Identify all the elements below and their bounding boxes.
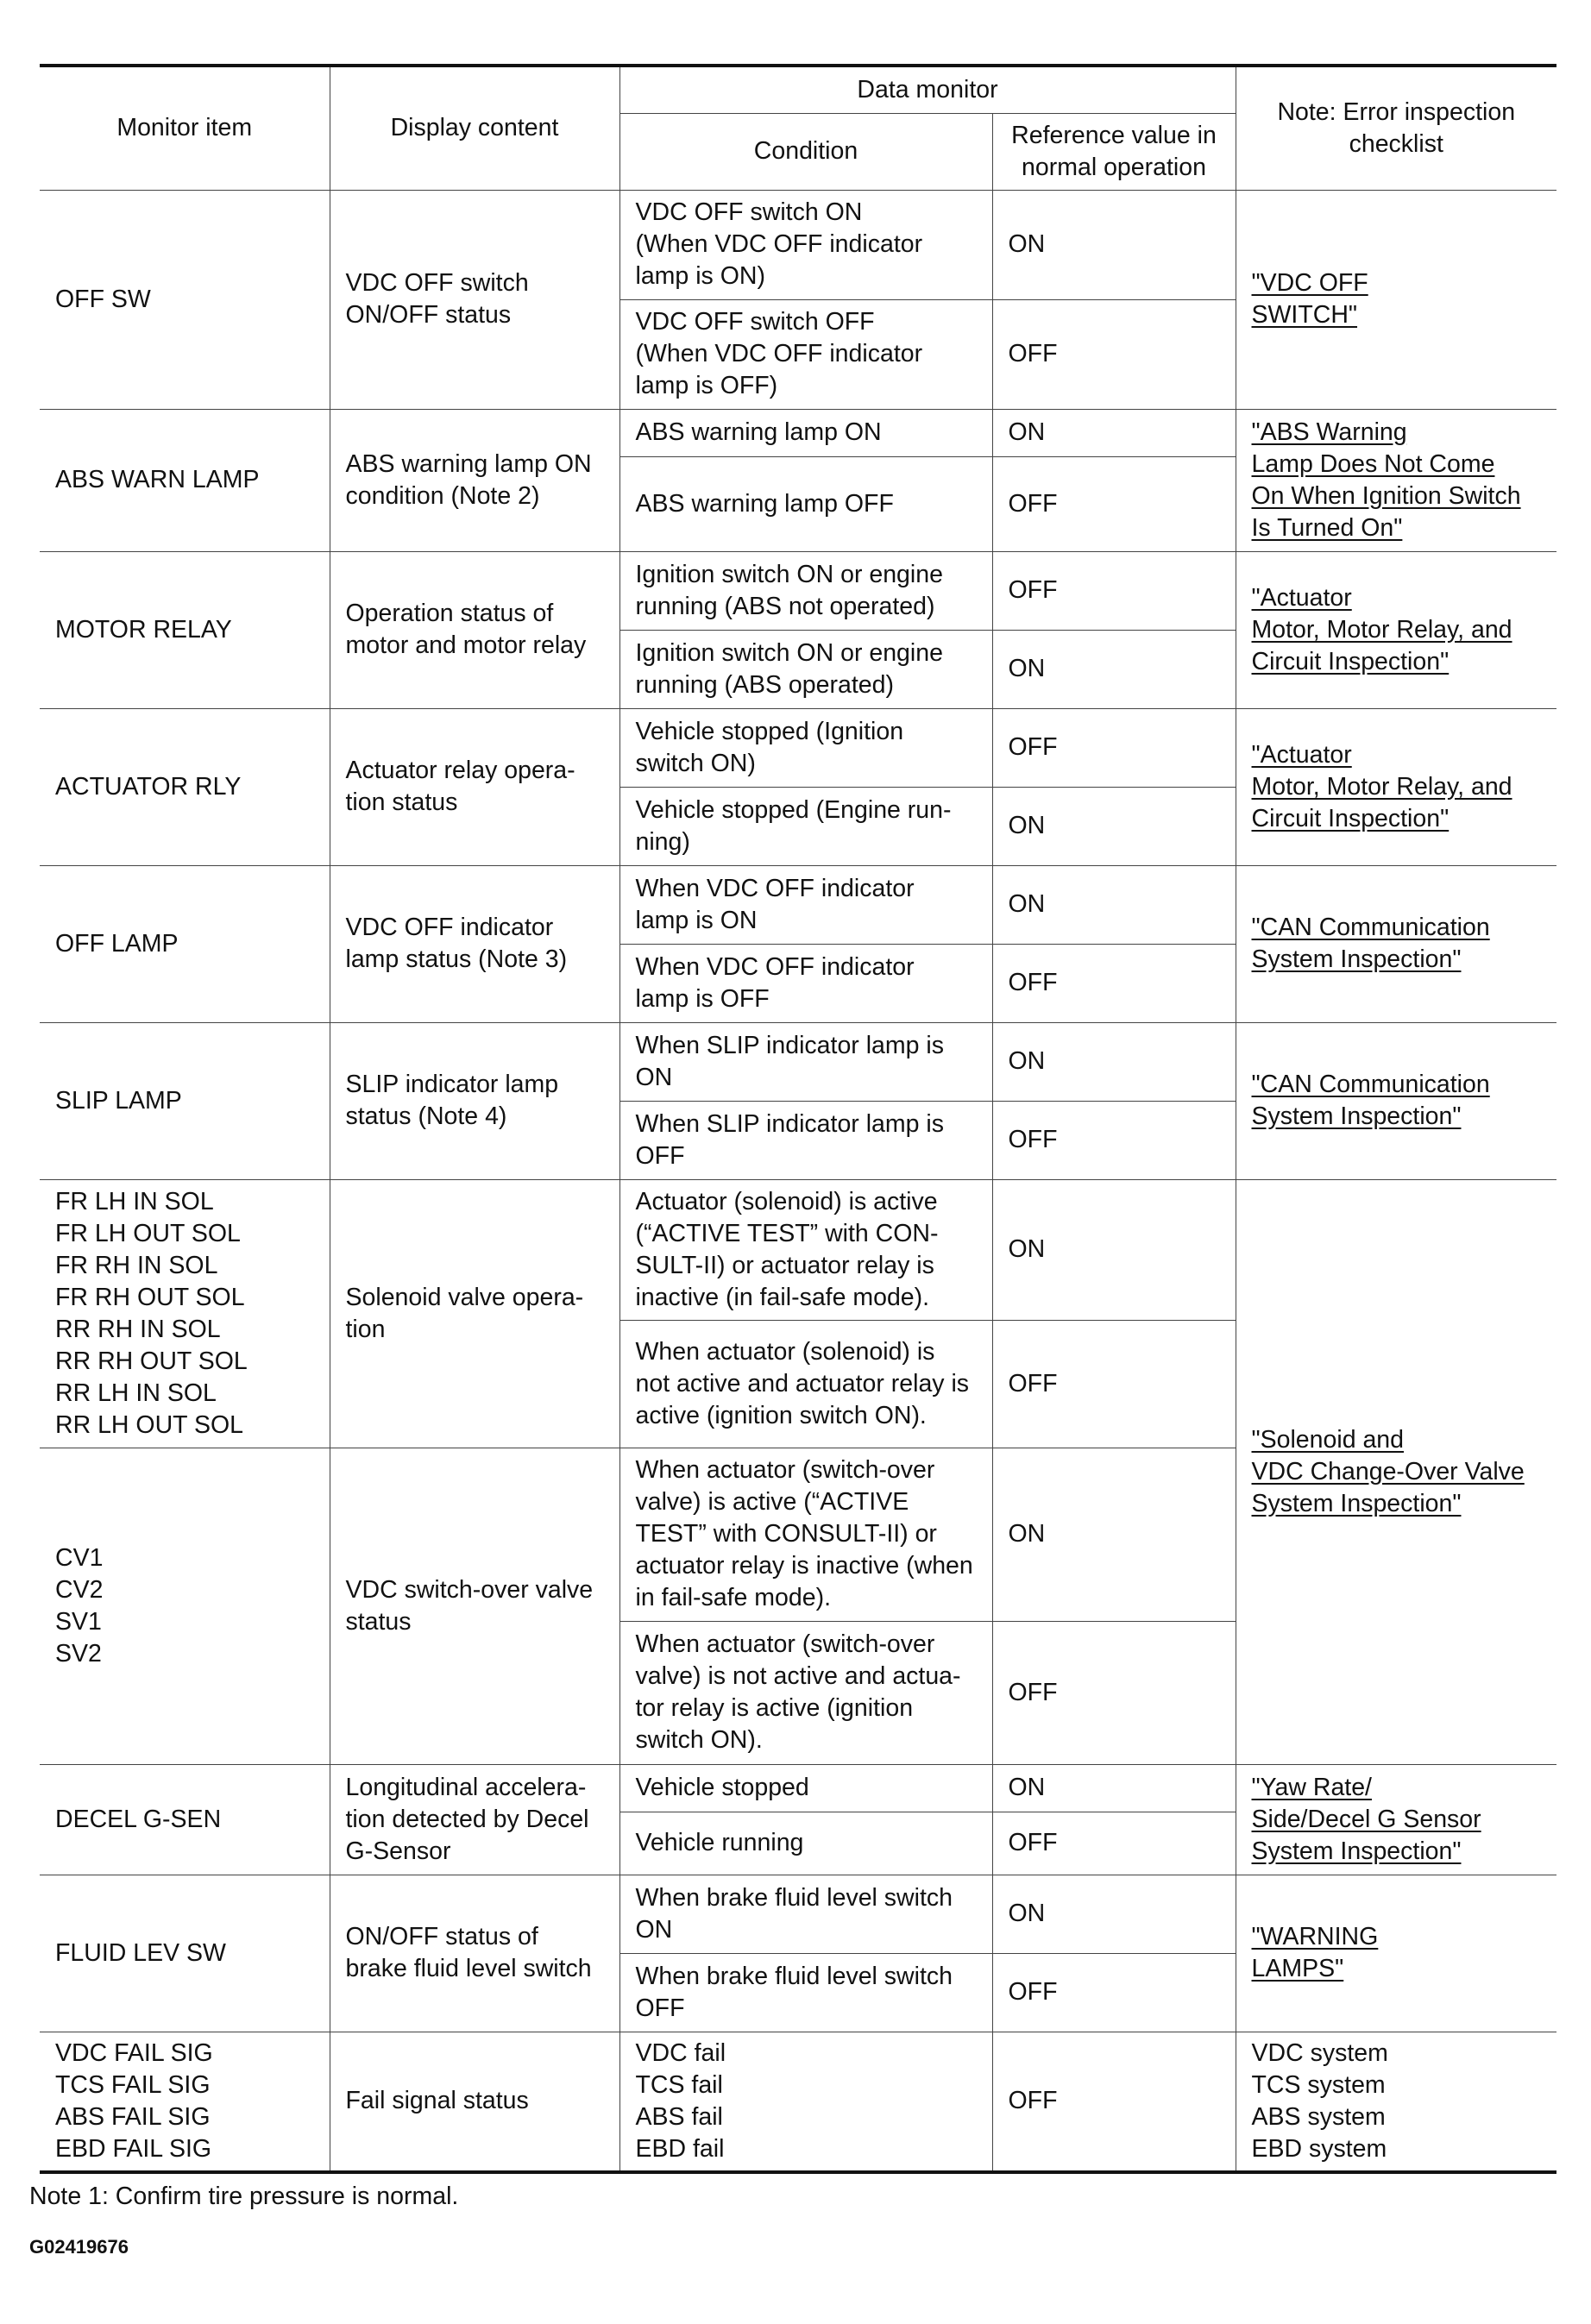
condition-cell: VDC OFF switch ON (When VDC OFF indicator lamp is ON) (619, 190, 992, 299)
monitor-item-cell: CV1 CV2 SV1 SV2 (40, 1448, 330, 1764)
checklist-link[interactable]: "Yaw Rate/ Side/Decel G Sensor System Inspection" (1236, 1764, 1556, 1875)
header-note: Note: Error inspection checklist (1236, 66, 1556, 190)
monitor-item-cell: SLIP LAMP (40, 1022, 330, 1179)
reference-value-cell: OFF (992, 2032, 1236, 2172)
reference-value-cell: ON (992, 190, 1236, 299)
condition-cell: ABS warning lamp ON (619, 409, 992, 456)
table-row (40, 1764, 1556, 1812)
header-display-content: Display content (330, 66, 619, 190)
condition-cell: When brake fluid level switch OFF (619, 1953, 992, 2032)
condition-cell: Vehicle stopped (Engine run- ning) (619, 787, 992, 865)
display-content-cell: ON/OFF status of brake fluid level switch (330, 1875, 619, 2032)
display-content-cell: Longitudinal accelera- tion detected by Decel G-Sensor (330, 1764, 619, 1875)
condition-cell: Ignition switch ON or engine running (ABS operated) (619, 630, 992, 708)
reference-value-cell: OFF (992, 299, 1236, 409)
monitor-sheet (40, 64, 1556, 2174)
condition-cell: When SLIP indicator lamp is OFF (619, 1101, 992, 1179)
reference-value-cell: ON (992, 1022, 1236, 1101)
reference-value-cell: ON (992, 1764, 1236, 1812)
header-data-monitor: Data monitor (619, 66, 1236, 113)
table-row (40, 1179, 1556, 1320)
checklist-link[interactable]: "CAN Communication System Inspection" (1236, 865, 1556, 1022)
table-row (40, 190, 1556, 299)
header-reference-value: Reference value in normal operation (992, 113, 1236, 190)
display-content-cell: ABS warning lamp ON condition (Note 2) (330, 409, 619, 551)
table-row (40, 708, 1556, 787)
reference-value-cell: OFF (992, 456, 1236, 551)
condition-cell: VDC OFF switch OFF (When VDC OFF indicator lamp is OFF) (619, 299, 992, 409)
reference-value-cell: OFF (992, 1101, 1236, 1179)
display-content-cell: Fail signal status (330, 2032, 619, 2172)
reference-value-cell: ON (992, 787, 1236, 865)
monitor-item-cell: OFF LAMP (40, 865, 330, 1022)
monitor-item-cell: FLUID LEV SW (40, 1875, 330, 2032)
figure-code: G02419676 (29, 2236, 129, 2258)
reference-value-cell: OFF (992, 551, 1236, 630)
condition-cell: Vehicle stopped (619, 1764, 992, 1812)
table-row (40, 2032, 1556, 2172)
table-row (40, 551, 1556, 630)
reference-value-cell: ON (992, 865, 1236, 944)
condition-cell: Vehicle stopped (Ignition switch ON) (619, 708, 992, 787)
reference-value-cell: OFF (992, 708, 1236, 787)
condition-cell: When SLIP indicator lamp is ON (619, 1022, 992, 1101)
checklist-link[interactable]: "CAN Communication System Inspection" (1236, 1022, 1556, 1179)
header-monitor-item: Monitor item (40, 66, 330, 190)
condition-cell: When brake fluid level switch ON (619, 1875, 992, 1953)
footnote: Note 1: Confirm tire pressure is normal. (29, 2183, 459, 2210)
table-row (40, 1875, 1556, 1953)
reference-value-cell: OFF (992, 1320, 1236, 1448)
display-content-cell: VDC OFF indicator lamp status (Note 3) (330, 865, 619, 1022)
condition-cell: Actuator (solenoid) is active (“ACTIVE TEST” with CON- SULT-II) or actuator relay is inactive (in fail-safe mode). (619, 1179, 992, 1320)
display-content-cell: SLIP indicator lamp status (Note 4) (330, 1022, 619, 1179)
monitor-item-cell: FR LH IN SOL FR LH OUT SOL FR RH IN SOL FR RH OUT SOL RR RH IN SOL RR RH OUT SOL RR LH IN SOL RR LH OUT SOL (40, 1179, 330, 1448)
data-monitor-table (40, 64, 1556, 2174)
checklist-link[interactable]: "VDC OFF SWITCH" (1236, 190, 1556, 409)
reference-value-cell: ON (992, 1448, 1236, 1621)
display-content-cell: Solenoid valve opera- tion (330, 1179, 619, 1448)
display-content-cell: Actuator relay opera- tion status (330, 708, 619, 865)
reference-value-cell: OFF (992, 944, 1236, 1022)
reference-value-cell: OFF (992, 1953, 1236, 2032)
table-row (40, 409, 1556, 456)
reference-value-cell: OFF (992, 1812, 1236, 1875)
reference-value-cell: OFF (992, 1621, 1236, 1764)
condition-cell: When VDC OFF indicator lamp is OFF (619, 944, 992, 1022)
reference-value-cell: ON (992, 630, 1236, 708)
table-row (40, 865, 1556, 944)
checklist-link[interactable]: "Actuator Motor, Motor Relay, and Circuit Inspection" (1236, 708, 1556, 865)
monitor-item-cell: DECEL G-SEN (40, 1764, 330, 1875)
reference-value-cell: ON (992, 1875, 1236, 1953)
reference-value-cell: ON (992, 409, 1236, 456)
condition-cell: When actuator (solenoid) is not active and actuator relay is active (ignition switch ON). (619, 1320, 992, 1448)
condition-cell: When actuator (switch-over valve) is not active and actua- tor relay is active (ignition switch ON). (619, 1621, 992, 1764)
header-condition: Condition (619, 113, 992, 190)
checklist-cell: VDC system TCS system ABS system EBD system (1236, 2032, 1556, 2172)
condition-cell: When actuator (switch-over valve) is active (“ACTIVE TEST” with CONSULT-II) or actuator relay is inactive (when in fail-safe mode). (619, 1448, 992, 1621)
monitor-item-cell: VDC FAIL SIG TCS FAIL SIG ABS FAIL SIG EBD FAIL SIG (40, 2032, 330, 2172)
table-header-row (40, 66, 1556, 113)
monitor-item-cell: OFF SW (40, 190, 330, 409)
condition-cell: VDC fail TCS fail ABS fail EBD fail (619, 2032, 992, 2172)
table-row (40, 1022, 1556, 1101)
checklist-link[interactable]: "Actuator Motor, Motor Relay, and Circuit Inspection" (1236, 551, 1556, 708)
checklist-link[interactable]: "ABS Warning Lamp Does Not Come On When Ignition Switch Is Turned On" (1236, 409, 1556, 551)
monitor-item-cell: MOTOR RELAY (40, 551, 330, 708)
condition-cell: Ignition switch ON or engine running (ABS not operated) (619, 551, 992, 630)
display-content-cell: VDC switch-over valve status (330, 1448, 619, 1764)
condition-cell: ABS warning lamp OFF (619, 456, 992, 551)
display-content-cell: Operation status of motor and motor relay (330, 551, 619, 708)
monitor-item-cell: ACTUATOR RLY (40, 708, 330, 865)
checklist-link[interactable]: "Solenoid and VDC Change-Over Valve System Inspection" (1236, 1179, 1556, 1764)
checklist-link[interactable]: "WARNING LAMPS" (1236, 1875, 1556, 2032)
display-content-cell: VDC OFF switch ON/OFF status (330, 190, 619, 409)
monitor-item-cell: ABS WARN LAMP (40, 409, 330, 551)
condition-cell: Vehicle running (619, 1812, 992, 1875)
reference-value-cell: ON (992, 1179, 1236, 1320)
condition-cell: When VDC OFF indicator lamp is ON (619, 865, 992, 944)
